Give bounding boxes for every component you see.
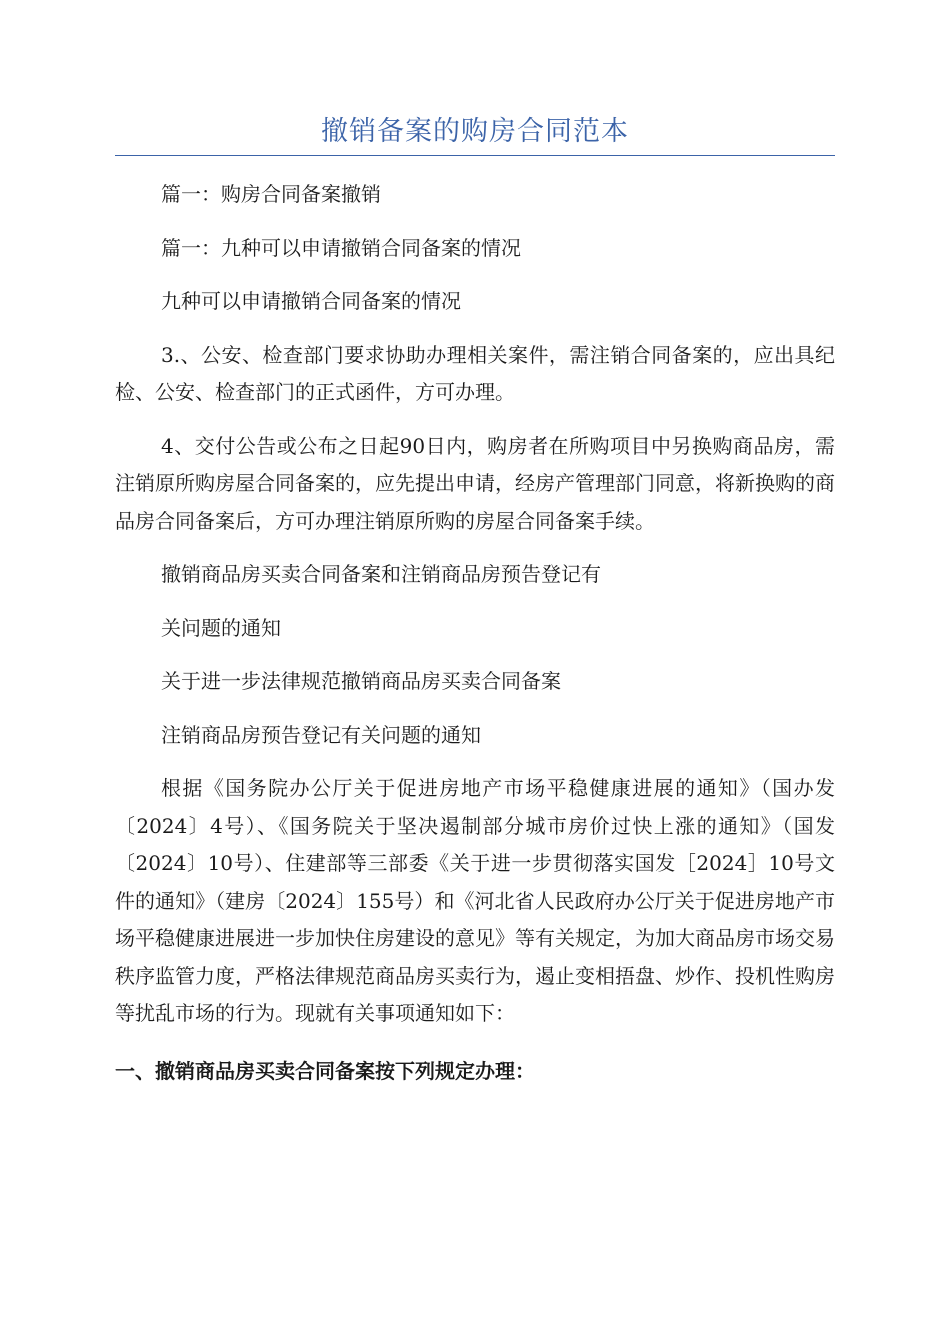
page-title: 撤销备案的购房合同范本 bbox=[321, 116, 629, 147]
paragraph: 注销商品房预告登记有关问题的通知 bbox=[161, 722, 481, 747]
title-underline bbox=[115, 155, 835, 156]
paragraph: 撤销商品房买卖合同备案和注销商品房预告登记有 bbox=[161, 562, 601, 586]
paragraph: 关于进一步法律规范撤销商品房买卖合同备案 bbox=[161, 669, 561, 693]
section-heading: 一、撤销商品房买卖合同备案按下列规定办理： bbox=[115, 1058, 535, 1083]
paragraph: 篇一：九种可以申请撤销合同备案的情况 bbox=[161, 235, 521, 260]
paragraph: 4、交付公告或公布之日起90日内，购房者在所购项目中另换购商品房，需注销原所购房屋合同备案的，应先提出申请，经房产管理部门同意，将新换购的商品房合同备案后，方可办理注销原所购的房屋合同备案手续。 bbox=[115, 433, 835, 533]
paragraph: 关问题的通知 bbox=[161, 615, 281, 640]
paragraph: 九种可以申请撤销合同备案的情况 bbox=[161, 289, 461, 313]
paragraph: 根据《国务院办公厅关于促进房地产市场平稳健康进展的通知》（国办发〔2024〕4号）、《国务院关于坚决遏制部分城市房价过快上涨的通知》（国发〔2024〕10号）、住建部等三部委《关于进一步贯彻落实国发［2024］10号文件的通知》（建房〔2024〕155号）和《河北省人民政府办公厅关于促进房地产市场平稳健康进展进一步加快住房建设的意见》等有关规定，为加大商品房市场交易秩序监管力度，严格法律规范商品房买卖行为，遏止变相捂盘、炒作、投机性购房等扰乱市场的行为。现就有关事项通知如下： bbox=[115, 776, 835, 1025]
document-body bbox=[115, 176, 835, 1090]
paragraph: 篇一：购房合同备案撤销 bbox=[161, 182, 381, 206]
paragraph: 3.、公安、检查部门要求协助办理相关案件，需注销合同备案的，应出具纪检、公安、检查部门的正式函件，方可办理。 bbox=[115, 342, 835, 404]
